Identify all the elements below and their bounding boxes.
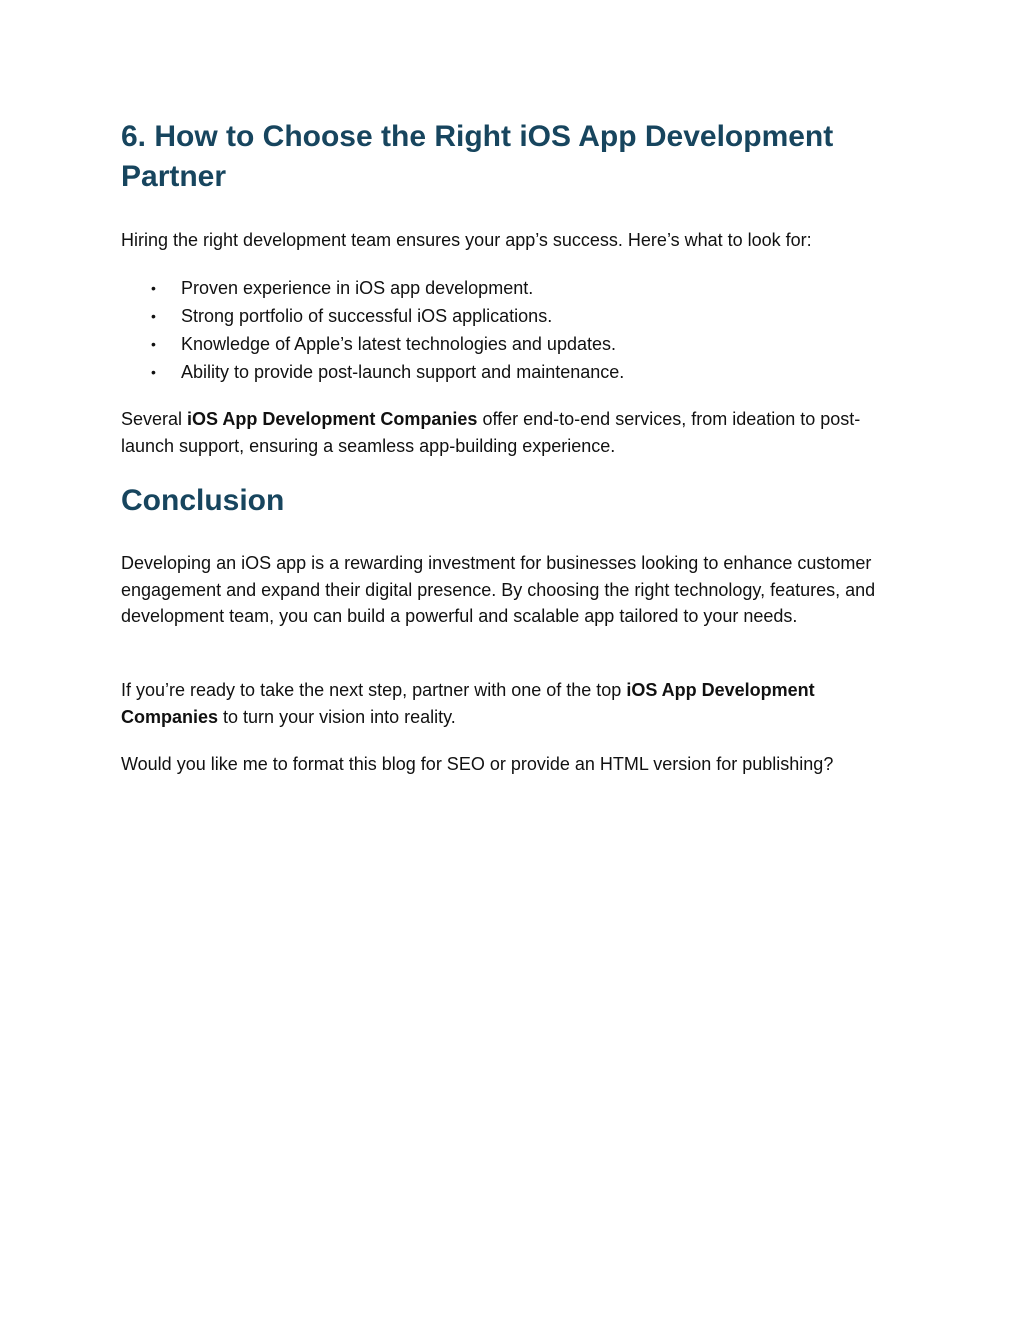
list-item (121, 358, 624, 386)
list-item (121, 302, 624, 330)
list-item (121, 330, 624, 358)
next-step-paragraph (121, 677, 911, 730)
next-step-text-before: If you’re ready to take the next step, partner with one of the top (121, 680, 627, 700)
companies-bold-phrase: iOS App Development Companies (187, 409, 478, 429)
bullet-icon: • (151, 308, 156, 324)
list-item-text: Ability to provide post-launch support and maintenance. (181, 362, 625, 382)
closing-question-paragraph: Would you like me to format this blog for SEO or provide an HTML version for publishing? (121, 754, 834, 774)
bullet-icon: • (151, 364, 156, 380)
bullet-icon: • (151, 336, 156, 352)
list-item-text: Knowledge of Apple’s latest technologies and updates. (181, 334, 616, 354)
next-step-text-after: to turn your vision into reality. (218, 706, 456, 727)
conclusion-heading: Conclusion (121, 484, 285, 517)
list-item (121, 274, 624, 302)
companies-text-after: offer end-to-end services, from ideation to post-launch support, ensuring a seamless app-building experience. (121, 409, 861, 456)
next-step-bold-phrase: iOS App Development Companies (121, 680, 815, 727)
intro-paragraph: Hiring the right development team ensures your app’s success. Here’s what to look for: (121, 230, 812, 250)
companies-text-before: Several (121, 409, 188, 429)
section-heading: 6. How to Choose the Right iOS App Development Partner (121, 120, 834, 193)
bullet-icon: • (151, 280, 156, 296)
conclusion-paragraph: Developing an iOS app is a rewarding investment for businesses looking to enhance customer engagement and expand their digital presence. By choosing the right technology, features, and development team, you can build a powerful and scalable app tailored to your needs. (121, 553, 876, 626)
list-item-text: Proven experience in iOS app development. (181, 278, 534, 298)
criteria-list (121, 274, 624, 386)
companies-paragraph (121, 406, 911, 459)
list-item-text: Strong portfolio of successful iOS applications. (181, 306, 553, 326)
